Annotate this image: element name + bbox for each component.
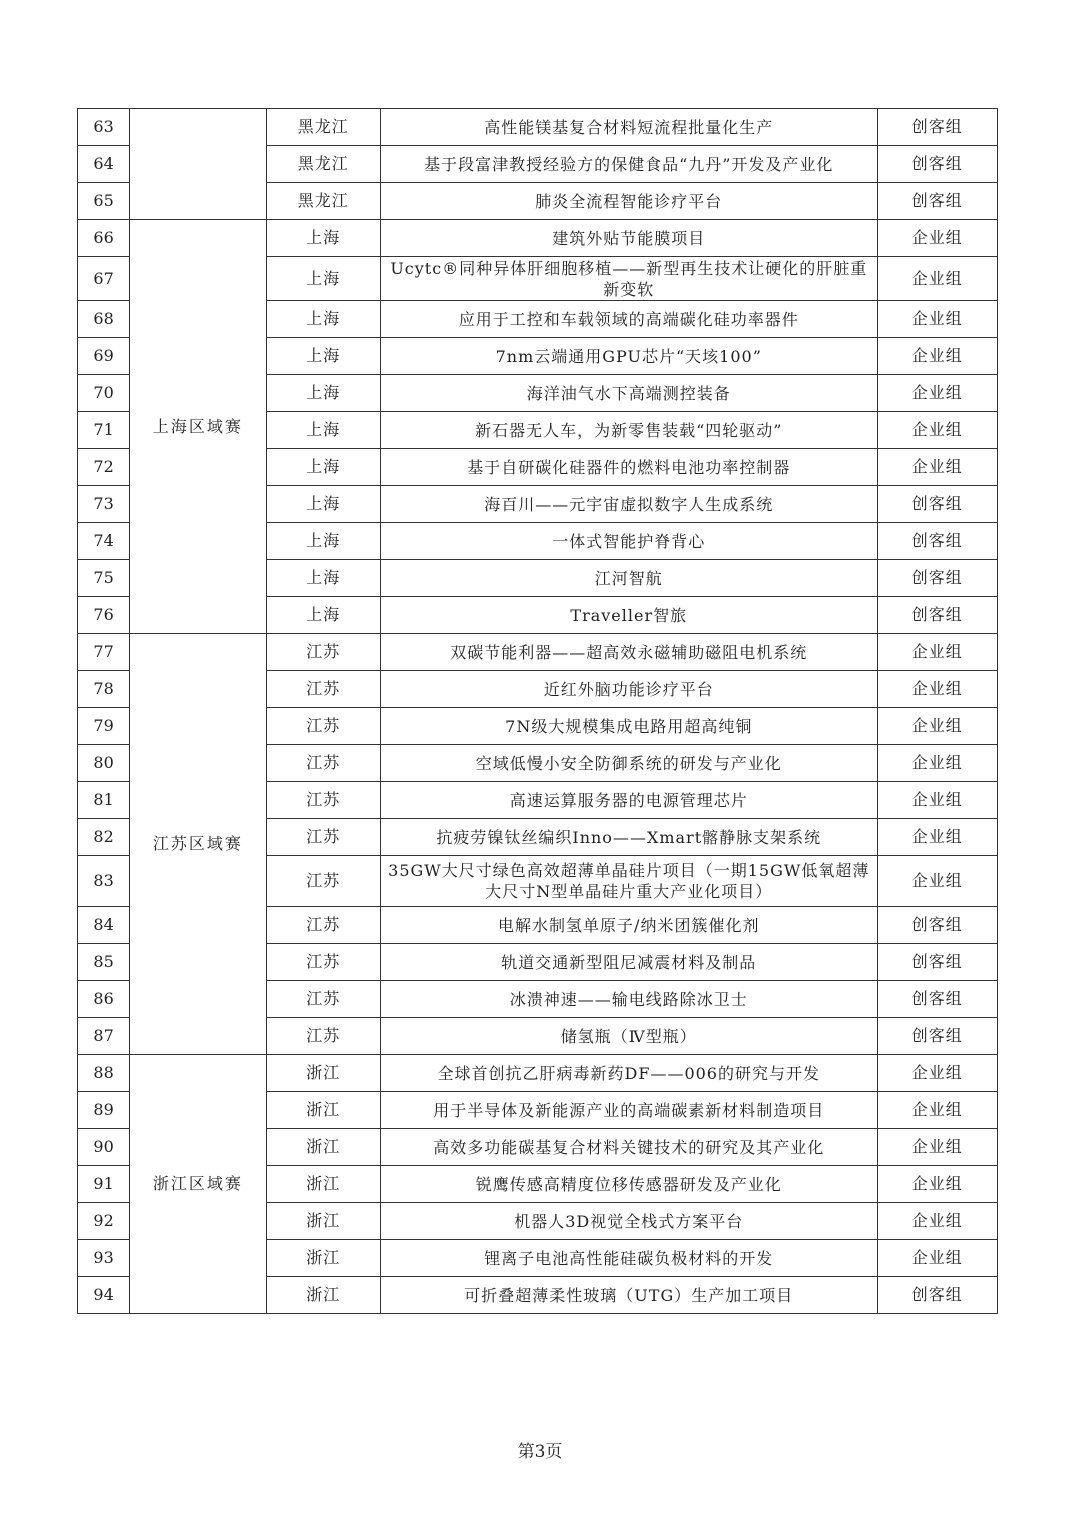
project-name-cell: Traveller智旅 (380, 597, 877, 634)
row-number: 94 (78, 1277, 130, 1314)
province-cell: 浙江 (266, 1166, 380, 1203)
province-cell: 上海 (266, 301, 380, 338)
project-name-cell: 轨道交通新型阻尼减震材料及制品 (380, 944, 877, 981)
group-cell: 创客组 (877, 560, 997, 597)
group-cell: 企业组 (877, 708, 997, 745)
project-name-cell: 用于半导体及新能源产业的高端碳素新材料制造项目 (380, 1092, 877, 1129)
project-name-cell: 江河智航 (380, 560, 877, 597)
project-name-cell: 35GW大尺寸绿色高效超薄单晶硅片项目（一期15GW低氧超薄大尺寸N型单晶硅片重大产业化项目） (380, 856, 877, 907)
group-cell: 企业组 (877, 1240, 997, 1277)
row-number: 78 (78, 671, 130, 708)
row-number: 68 (78, 301, 130, 338)
group-cell: 创客组 (877, 981, 997, 1018)
row-number: 92 (78, 1203, 130, 1240)
group-cell: 创客组 (877, 1018, 997, 1055)
project-name-cell: 应用于工控和车载领域的高端碳化硅功率器件 (380, 301, 877, 338)
row-number: 72 (78, 449, 130, 486)
table-row (78, 109, 998, 146)
region-cell: 江苏区域赛 (130, 634, 266, 1055)
group-cell: 企业组 (877, 1055, 997, 1092)
row-number: 70 (78, 375, 130, 412)
province-cell: 上海 (266, 220, 380, 257)
page-number: 第3页 (517, 1442, 563, 1462)
province-cell: 上海 (266, 523, 380, 560)
project-name-cell: 抗疲劳镍钛丝编织Inno——Xmart髂静脉支架系统 (380, 819, 877, 856)
province-cell: 浙江 (266, 1203, 380, 1240)
row-number: 67 (78, 257, 130, 301)
province-cell: 江苏 (266, 944, 380, 981)
group-cell: 创客组 (877, 183, 997, 220)
row-number: 84 (78, 907, 130, 944)
province-cell: 江苏 (266, 907, 380, 944)
project-name-cell: 双碳节能利器——超高效永磁辅助磁阻电机系统 (380, 634, 877, 671)
project-name-cell: 肺炎全流程智能诊疗平台 (380, 183, 877, 220)
province-cell: 上海 (266, 449, 380, 486)
province-cell: 上海 (266, 486, 380, 523)
province-cell: 江苏 (266, 671, 380, 708)
group-cell: 创客组 (877, 944, 997, 981)
row-number: 74 (78, 523, 130, 560)
group-cell: 企业组 (877, 220, 997, 257)
project-table (77, 108, 998, 1314)
province-cell: 上海 (266, 338, 380, 375)
table-row (78, 634, 998, 671)
row-number: 65 (78, 183, 130, 220)
province-cell: 浙江 (266, 1277, 380, 1314)
project-name-cell: 高速运算服务器的电源管理芯片 (380, 782, 877, 819)
group-cell: 创客组 (877, 1277, 997, 1314)
group-cell: 企业组 (877, 1166, 997, 1203)
group-cell: 企业组 (877, 819, 997, 856)
group-cell: 企业组 (877, 782, 997, 819)
group-cell: 企业组 (877, 257, 997, 301)
project-name-cell: 一体式智能护脊背心 (380, 523, 877, 560)
row-number: 66 (78, 220, 130, 257)
row-number: 93 (78, 1240, 130, 1277)
row-number: 71 (78, 412, 130, 449)
province-cell: 黑龙江 (266, 183, 380, 220)
project-name-cell: 建筑外贴节能膜项目 (380, 220, 877, 257)
group-cell: 企业组 (877, 634, 997, 671)
project-name-cell: 全球首创抗乙肝病毒新药DF——006的研究与开发 (380, 1055, 877, 1092)
province-cell: 浙江 (266, 1092, 380, 1129)
group-cell: 企业组 (877, 671, 997, 708)
row-number: 80 (78, 745, 130, 782)
province-cell: 黑龙江 (266, 109, 380, 146)
province-cell: 上海 (266, 375, 380, 412)
province-cell: 上海 (266, 560, 380, 597)
group-cell: 企业组 (877, 412, 997, 449)
province-cell: 江苏 (266, 634, 380, 671)
row-number: 83 (78, 856, 130, 907)
group-cell: 创客组 (877, 109, 997, 146)
group-cell: 企业组 (877, 1092, 997, 1129)
project-name-cell: 储氢瓶（Ⅳ型瓶） (380, 1018, 877, 1055)
project-name-cell: 近红外脑功能诊疗平台 (380, 671, 877, 708)
row-number: 76 (78, 597, 130, 634)
province-cell: 浙江 (266, 1055, 380, 1092)
group-cell: 企业组 (877, 1129, 997, 1166)
region-cell: 上海区域赛 (130, 220, 266, 634)
row-number: 86 (78, 981, 130, 1018)
project-name-cell: 7nm云端通用GPU芯片“天垓100” (380, 338, 877, 375)
table-row (78, 1055, 998, 1092)
row-number: 79 (78, 708, 130, 745)
province-cell: 上海 (266, 257, 380, 301)
province-cell: 江苏 (266, 856, 380, 907)
project-table-body (78, 109, 998, 1314)
group-cell: 企业组 (877, 375, 997, 412)
group-cell: 企业组 (877, 745, 997, 782)
row-number: 64 (78, 146, 130, 183)
province-cell: 江苏 (266, 708, 380, 745)
project-name-cell: 高性能镁基复合材料短流程批量化生产 (380, 109, 877, 146)
project-name-cell: 7N级大规模集成电路用超高纯铜 (380, 708, 877, 745)
row-number: 88 (78, 1055, 130, 1092)
row-number: 90 (78, 1129, 130, 1166)
province-cell: 江苏 (266, 745, 380, 782)
group-cell: 创客组 (877, 907, 997, 944)
group-cell: 企业组 (877, 856, 997, 907)
project-name-cell: Ucytc®同种异体肝细胞移植——新型再生技术让硬化的肝脏重新变软 (380, 257, 877, 301)
row-number: 91 (78, 1166, 130, 1203)
province-cell: 浙江 (266, 1129, 380, 1166)
project-name-cell: 机器人3D视觉全栈式方案平台 (380, 1203, 877, 1240)
province-cell: 江苏 (266, 782, 380, 819)
project-name-cell: 新石器无人车，为新零售装载“四轮驱动” (380, 412, 877, 449)
project-name-cell: 基于自研碳化硅器件的燃料电池功率控制器 (380, 449, 877, 486)
province-cell: 浙江 (266, 1240, 380, 1277)
province-cell: 江苏 (266, 819, 380, 856)
row-number: 89 (78, 1092, 130, 1129)
province-cell: 上海 (266, 412, 380, 449)
province-cell: 黑龙江 (266, 146, 380, 183)
group-cell: 创客组 (877, 146, 997, 183)
group-cell: 创客组 (877, 486, 997, 523)
group-cell: 创客组 (877, 597, 997, 634)
project-name-cell: 锂离子电池高性能硅碳负极材料的开发 (380, 1240, 877, 1277)
project-name-cell: 冰溃神速——输电线路除冰卫士 (380, 981, 877, 1018)
project-name-cell: 可折叠超薄柔性玻璃（UTG）生产加工项目 (380, 1277, 877, 1314)
project-name-cell: 海百川——元宇宙虚拟数字人生成系统 (380, 486, 877, 523)
row-number: 85 (78, 944, 130, 981)
row-number: 81 (78, 782, 130, 819)
province-cell: 上海 (266, 597, 380, 634)
project-name-cell: 电解水制氢单原子/纳米团簇催化剂 (380, 907, 877, 944)
row-number: 87 (78, 1018, 130, 1055)
row-number: 82 (78, 819, 130, 856)
project-name-cell: 高效多功能碳基复合材料关键技术的研究及其产业化 (380, 1129, 877, 1166)
row-number: 63 (78, 109, 130, 146)
group-cell: 企业组 (877, 301, 997, 338)
row-number: 75 (78, 560, 130, 597)
table-row (78, 220, 998, 257)
group-cell: 企业组 (877, 1203, 997, 1240)
region-cell: 浙江区域赛 (130, 1055, 266, 1314)
project-name-cell: 锐鹰传感高精度位移传感器研发及产业化 (380, 1166, 877, 1203)
province-cell: 江苏 (266, 981, 380, 1018)
project-name-cell: 基于段富津教授经验方的保健食品“九丹”开发及产业化 (380, 146, 877, 183)
project-name-cell: 海洋油气水下高端测控装备 (380, 375, 877, 412)
row-number: 69 (78, 338, 130, 375)
project-table-wrapper (77, 108, 998, 1314)
project-name-cell: 空域低慢小安全防御系统的研发与产业化 (380, 745, 877, 782)
row-number: 77 (78, 634, 130, 671)
province-cell: 江苏 (266, 1018, 380, 1055)
group-cell: 企业组 (877, 338, 997, 375)
region-cell (130, 109, 266, 220)
row-number: 73 (78, 486, 130, 523)
group-cell: 创客组 (877, 523, 997, 560)
group-cell: 企业组 (877, 449, 997, 486)
